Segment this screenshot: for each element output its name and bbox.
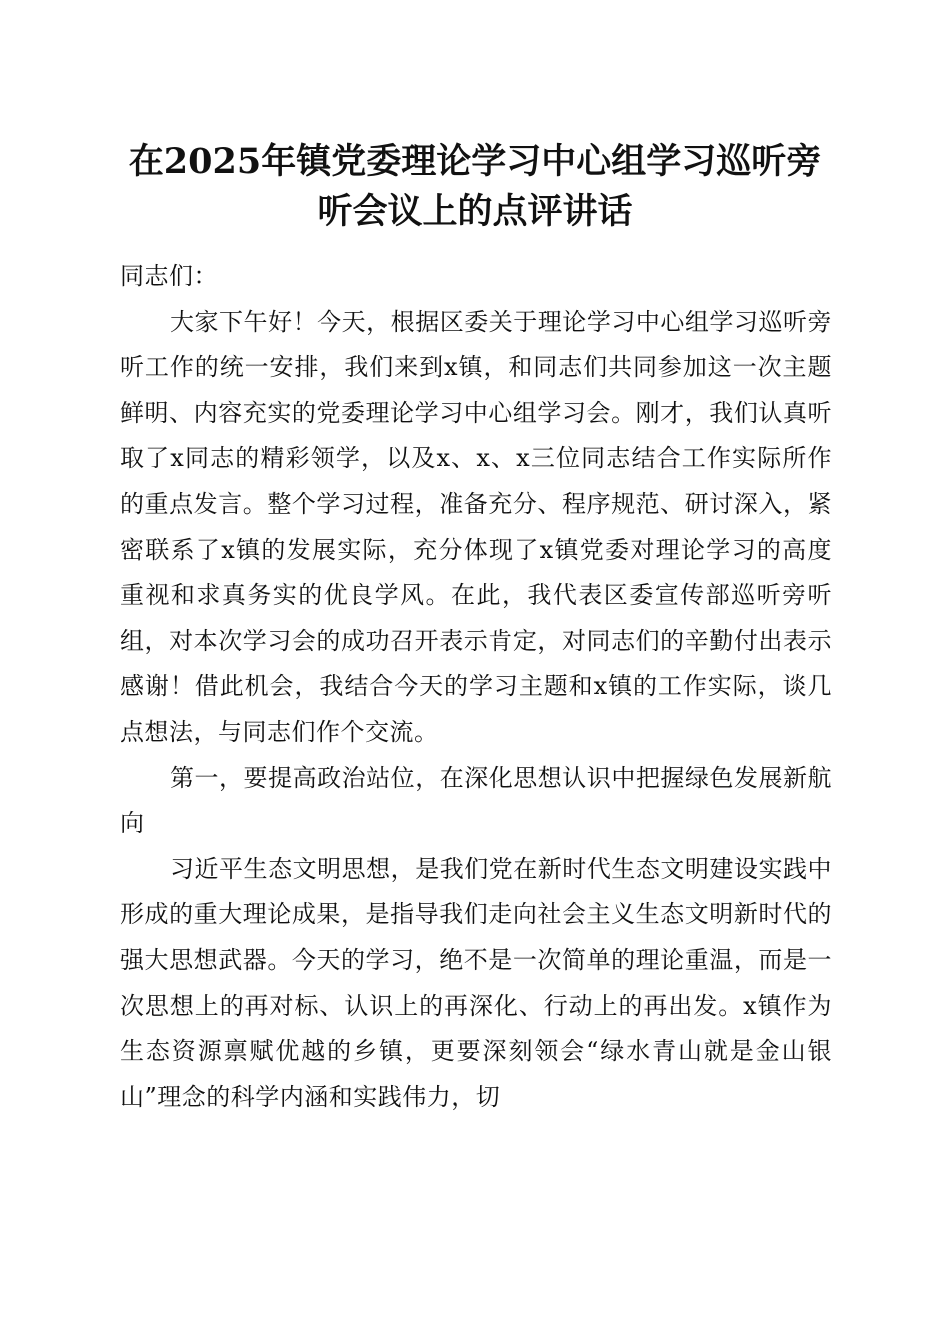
document-title [90,137,860,237]
title-line-1: 在2025年镇党委理论学习中心组学习巡听旁 [128,141,822,182]
paragraph-opening: 大家下午好！今天，根据区委关于理论学习中心组学习巡听旁听工作的统一安排，我们来到x镇，和同志们共同参加这一次主题鲜明、内容充实的党委理论学习中心组学习会。刚才，我们认真听取了x同志的精彩领学，以及x、x、x三位同志结合工作实际所作的重点发言。整个学习过程，准备充分、程序规范、研讨深入，紧密联系了x镇的发展实际，充分体现了x镇党委对理论学习的高度重视和求真务实的优良学风。在此，我代表区委宣传部巡听旁听组，对本次学习会的成功召开表示肯定，对同志们的辛勤付出表示感谢！借此机会，我结合今天的学习主题和x镇的工作实际，谈几点想法，与同志们作个交流。 [120,307,832,746]
paragraph-section-1: 习近平生态文明思想，是我们党在新时代生态文明建设实践中形成的重大理论成果，是指导我们走向社会主义生态文明新时代的强大思想武器。今天的学习，绝不是一次简单的理论重温，而是一次思想上的再对标、认识上的再深化、行动上的再出发。x镇作为生态资源禀赋优越的乡镇，更要深刻领会“绿水青山就是金山银山”理念的科学内涵和实践伟力，切 [120,854,832,1111]
section-heading-1: 第一，要提高政治站位，在深化思想认识中把握绿色发展新航向 [120,763,832,838]
title-line-2: 听会议上的点评讲话 [317,191,633,232]
greeting: 同志们： [120,262,218,290]
document-body [120,254,832,1120]
